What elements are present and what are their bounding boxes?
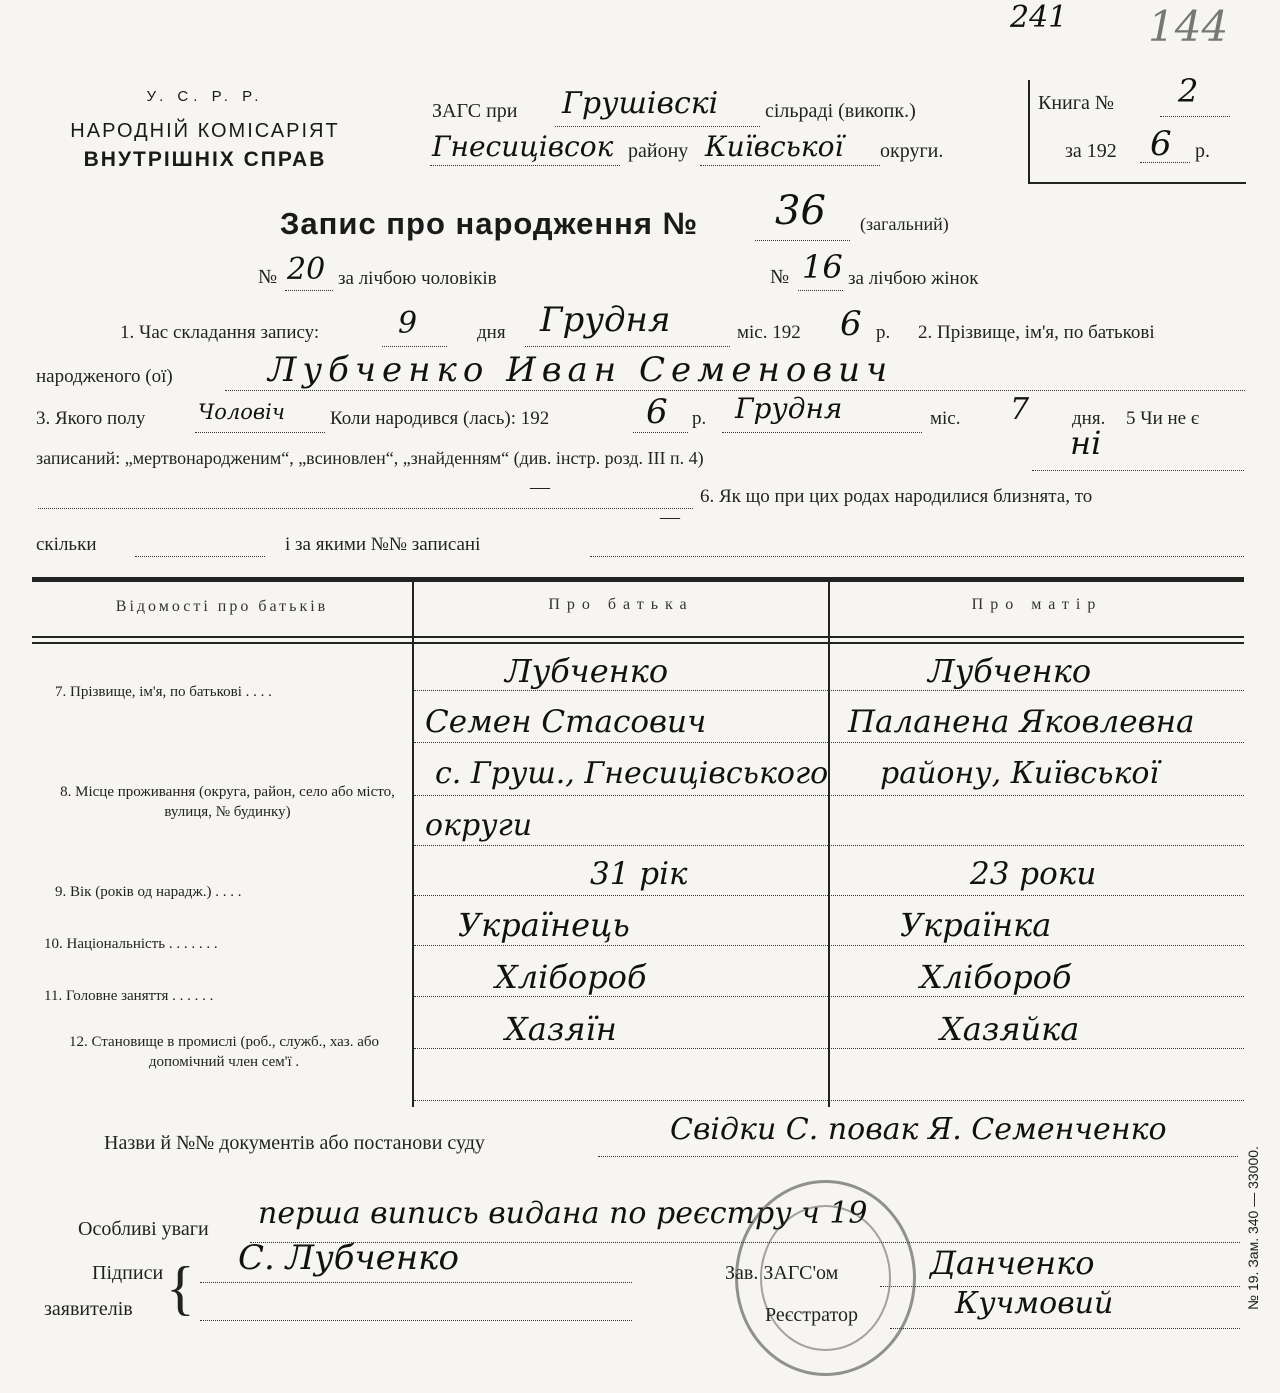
book-year-suffix: р.	[1195, 140, 1210, 162]
father-status: Хазяїн	[505, 1010, 617, 1048]
applicant-signature: С. Лубченко	[238, 1238, 459, 1278]
registrar-label: Реєстратор	[765, 1304, 859, 1326]
department-header: ВНУТРІШНІХ СПРАВ	[83, 148, 327, 171]
f1-day: 9	[398, 306, 418, 341]
mother-occupation: Хлібороб	[920, 958, 1072, 996]
f6-label: 6. Як що при цих родах народилися близнята, то	[700, 486, 1093, 507]
head-label: Зав. ЗАГС'ом	[725, 1262, 839, 1284]
father-age: 31 рік	[590, 856, 688, 892]
mother-surname: Лубченко	[928, 652, 1092, 690]
mother-status: Хазяйка	[940, 1010, 1080, 1048]
table-col2-header: Про батька	[548, 596, 694, 613]
mother-nationality: Українка	[900, 906, 1052, 944]
zags-district: Гнесицівсок	[432, 130, 614, 163]
father-occupation: Хлібороб	[495, 958, 647, 996]
zags-okrug: Київської	[705, 130, 844, 163]
f1-day-suffix: дня	[477, 322, 506, 343]
zags-district-suffix: району	[628, 140, 689, 162]
form-code: № 19. Зам. 340 — 33000.	[1245, 1146, 1261, 1310]
female-prefix: №	[770, 266, 790, 288]
documents-label: Назви й №№ документів або постанови суду	[104, 1132, 485, 1154]
mother-name: Паланена Яковлевна	[848, 704, 1195, 740]
row9-label: 9. Вік (років од нарадж.) . . . .	[55, 884, 242, 900]
f1-year: 6	[840, 304, 862, 344]
male-number: 20	[287, 252, 326, 287]
f4-label: Коли народився (лась): 192	[330, 408, 550, 429]
f5-value: ні	[1070, 424, 1102, 462]
f1-month-suffix: міс. 192	[737, 322, 801, 343]
f4-year: 6	[646, 392, 668, 432]
mother-age: 23 роки	[970, 856, 1097, 892]
male-prefix: №	[258, 266, 278, 288]
row12-label: 12. Становище в промислі (роб., служб., хаз. або допомічний член сем'ї .	[69, 1034, 379, 1070]
f1-label: 1. Час складання запису:	[120, 322, 320, 343]
f6-dash: —	[660, 506, 680, 528]
father-name: Семен Стасович	[425, 704, 707, 740]
table-col3-header: Про матір	[971, 596, 1103, 613]
zags-prefix: ЗАГС при	[432, 100, 518, 122]
book-number: 2	[1178, 72, 1199, 110]
mother-residence: району, Київської	[880, 756, 1160, 791]
book-year-prefix: за 192	[1065, 140, 1117, 162]
record-title: Запис про народження №	[280, 206, 699, 241]
f1-year-suffix: р.	[876, 322, 891, 343]
book-label: Книга №	[1038, 92, 1114, 114]
signature-label-1: Підписи	[92, 1262, 164, 1284]
father-nationality: Українець	[458, 906, 630, 944]
archive-number-left: 241	[1010, 0, 1068, 35]
record-number: 36	[775, 188, 826, 234]
row7-label: 7. Прізвище, ім'я, по батькові . . . .	[55, 684, 272, 700]
f2-label: 2. Прізвище, ім'я, по батькові	[918, 322, 1155, 343]
signature-label-2: заявителів	[44, 1298, 133, 1320]
registrar-signature: Кучмовий	[955, 1286, 1114, 1321]
row10-label: 10. Національність . . . . . . .	[44, 936, 218, 952]
f4-day-suffix: дня.	[1072, 408, 1106, 429]
male-suffix: за лічбою чоловіків	[338, 268, 497, 289]
f6-label2b: і за якими №№ записані	[285, 534, 481, 555]
f2-value: Лубченко Иван Семенович	[268, 350, 894, 390]
ussr-header: У. С. Р. Р.	[146, 88, 264, 105]
father-residence: с. Груш., Гнесицівського	[435, 756, 829, 791]
head-signature: Данченко	[930, 1244, 1095, 1282]
f5-label: 5 Чи не є	[1126, 408, 1200, 429]
female-suffix: за лічбою жінок	[848, 268, 979, 289]
father-residence-2: округи	[425, 808, 533, 843]
zags-okrug-suffix: округи.	[880, 140, 944, 162]
female-number: 16	[802, 248, 843, 286]
f4-year-suffix: р.	[692, 408, 707, 429]
archive-number-right: 144	[1148, 2, 1229, 51]
documents-value: Свідки С. повак Я. Семенченко	[670, 1112, 1167, 1147]
f4-day: 7	[1010, 392, 1030, 427]
f4-month-suffix: міс.	[930, 408, 961, 429]
f5-label2: записаний: „мертвонародженим“, „всиновлен“, „знайденням“ (див. інстр. розд. III п. 4)	[36, 448, 704, 468]
notes-value: перша випись видана по реєстру ч 19	[258, 1196, 868, 1231]
f3-label: 3. Якого полу	[36, 408, 146, 429]
commissariat-header: НАРОДНІЙ КОМІСАРІЯТ	[70, 120, 340, 142]
official-seal	[735, 1180, 916, 1376]
zags-village-suffix: сільраді (викопк.)	[765, 100, 916, 122]
father-surname: Лубченко	[505, 652, 669, 690]
row11-label: 11. Головне заняття . . . . . .	[44, 988, 214, 1004]
f5-dash: —	[530, 476, 550, 498]
f4-month: Грудня	[735, 392, 843, 425]
book-year-digit: 6	[1150, 124, 1172, 164]
notes-label: Особливі уваги	[78, 1218, 209, 1240]
f1-month: Грудня	[540, 300, 671, 340]
row8-label: 8. Місце проживання (округа, район, село або місто, вулиця, № будинку)	[60, 784, 395, 820]
signature-brace-icon: {	[166, 1255, 195, 1321]
record-general: (загальний)	[860, 214, 949, 234]
f6-label2a: скільки	[36, 534, 97, 555]
f2-label2: народженого (ої)	[36, 366, 173, 387]
table-col1-header: Відомості про батьків	[115, 598, 329, 615]
f3-value: Чоловіч	[198, 400, 285, 424]
zags-village: Грушівскі	[562, 86, 719, 121]
